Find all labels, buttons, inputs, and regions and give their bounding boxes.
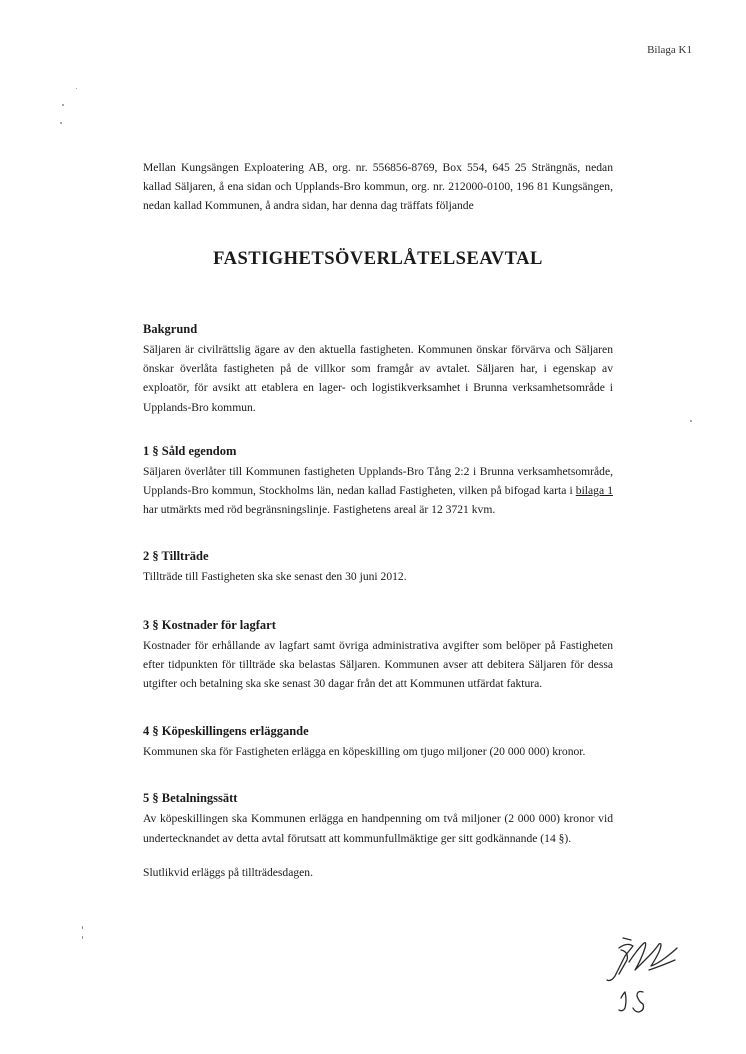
document-body [143, 158, 613, 882]
section-heading: 2 § Tillträde [143, 549, 209, 564]
scan-speck [60, 122, 62, 124]
scan-speck [76, 88, 77, 89]
scan-speck [690, 420, 692, 422]
section-bakgrund [143, 320, 613, 417]
section-body-text: har utmärkts med röd begränsningslinje. Fastighetens areal är 12 3721 kvm. [143, 503, 496, 517]
section-body: Säljaren är civilrättslig ägare av den aktuella fastigheten. Kommunen önskar förvärva och Säljaren önskar överlåta fastigheten på de villkor som framgår av avtalet. Säljaren har, i egenskap av exploatör, för avsikt att etablera en lager- och logistikverksamhet i Brunna verksamhetsområde i Upplands-Bro kommun. [143, 343, 613, 414]
scan-speck [82, 926, 83, 929]
scan-speck [82, 936, 83, 939]
section-heading: Bakgrund [143, 322, 198, 336]
section-sald-egendom [143, 442, 613, 520]
signature-icon [585, 930, 695, 1020]
section-kostnader [143, 616, 613, 694]
section-betalningssatt [143, 789, 613, 847]
attachment-label: Bilaga K1 [647, 44, 692, 56]
closing-line: Slutlikvid erläggs på tillträdesdagen. [143, 865, 314, 879]
section-body-text: Säljaren överlåter till Kommunen fastigheten Upplands-Bro Tång 2:2 i Brunna verksamhetsområde, Upplands-Bro kommun, Stockholms län, nedan kallad Fastigheten, vilken på bifogad karta i [143, 464, 613, 498]
attachment-reference: bilaga 1 [575, 484, 613, 498]
section-tilltrade [143, 547, 613, 586]
handwritten-signature [585, 930, 695, 1025]
section-body: Kostnader för erhållande av lagfart samt övriga administrativa avgifter som belöper på Fastigheten efter tidpunkten för tillträde ska belastas Säljaren. Kommunen avser att debitera Säljaren för dessa utgifter och betalning ska ske senast 30 dagar från det att Kommunen utfärdat faktura. [143, 638, 613, 691]
scan-speck [62, 104, 64, 106]
section-body [143, 462, 613, 520]
section-body: Kommunen ska för Fastigheten erlägga en köpeskilling om tjugo miljoner (20 000 000) kronor. [143, 745, 586, 759]
section-heading: 4 § Köpeskillingens erläggande [143, 724, 309, 739]
section-body: Av köpeskillingen ska Kommunen erlägga en handpenning om två miljoner (2 000 000) kronor vid undertecknandet av detta avtal förutsatt att kommunfullmäktige ger sitt godkännande (14 §). [143, 812, 613, 845]
section-kopeskilling [143, 722, 613, 761]
intro-paragraph: Mellan Kungsängen Exploatering AB, org. nr. 556856-8769, Box 554, 645 25 Strängnäs, nedan kallad Säljaren, å ena sidan och Upplands-Bro kommun, org. nr. 212000-0100, 196 81 Kungsängen, nedan kallad Kommunen, å andra sidan, har denna dag träffats följande [143, 161, 613, 212]
section-heading: 5 § Betalningssätt [143, 791, 238, 806]
document-title: FASTIGHETSÖVERLÅTELSEAVTAL [213, 249, 543, 269]
section-body: Tillträde till Fastigheten ska ske senast den 30 juni 2012. [143, 570, 407, 584]
section-heading: 3 § Kostnader för lagfart [143, 617, 276, 632]
section-heading: 1 § Såld egendom [143, 443, 237, 458]
